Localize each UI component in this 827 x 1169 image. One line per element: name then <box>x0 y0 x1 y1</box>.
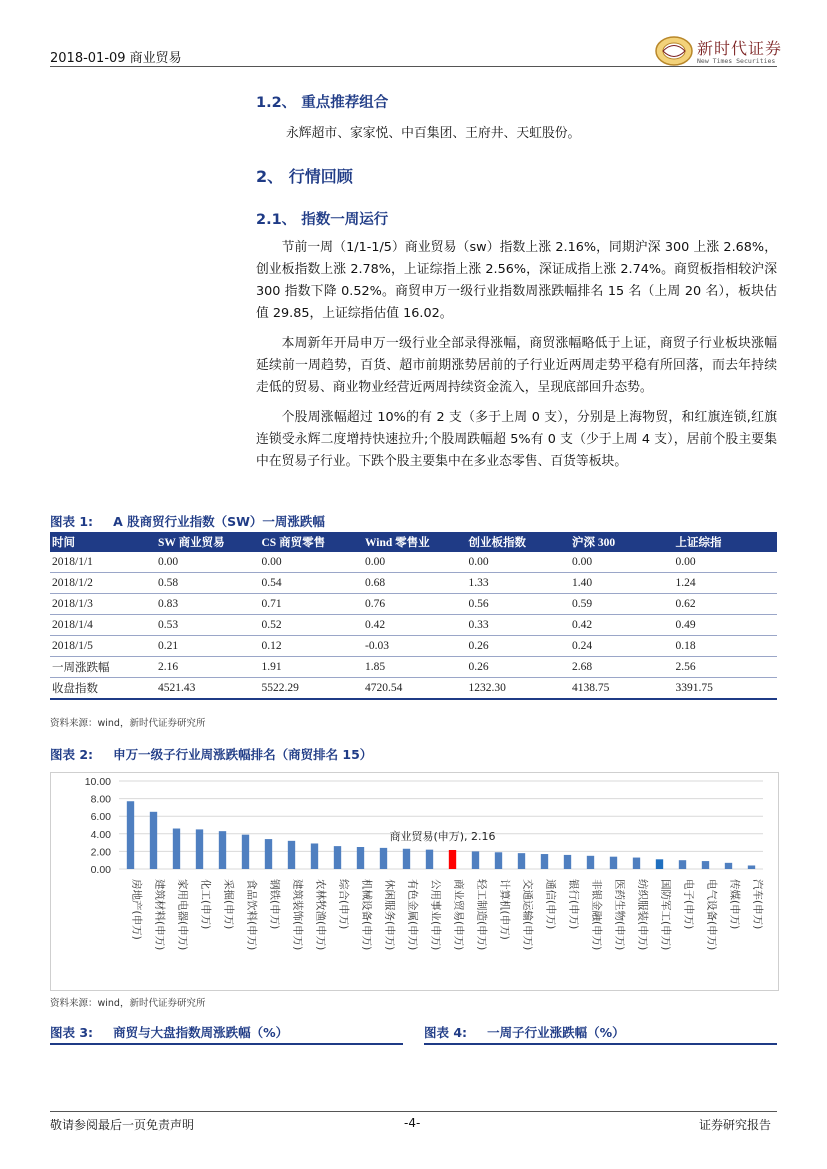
table-cell: 1.33 <box>467 573 571 594</box>
x-tick-label: 银行(申万) <box>567 879 580 930</box>
section-2-title: 2、 行情回顾 <box>256 167 353 186</box>
paragraph-1: 节前一周（1/1-1/5）商业贸易（sw）指数上涨 2.16%，同期沪深 300 上涨 2.68%，创业板指数上涨 2.78%，上证综指上涨 2.56%，深证成指上涨 2.74%。商贸板指相较沪深 300 指数下降 0.52%。商贸申万一级行业指数周涨跌幅排名 15 名（上周 20 名），板块估值 29.85，上证综指估值 16.02。 <box>256 240 777 321</box>
table-cell: 5522.29 <box>260 678 364 700</box>
table-cell: 1232.30 <box>467 678 571 700</box>
table-cell: 0.54 <box>260 573 364 594</box>
fig3-rule <box>50 1043 403 1045</box>
table-header-row <box>50 532 777 552</box>
table-header-cell: 时间 <box>50 532 156 552</box>
bar <box>679 860 686 869</box>
table-header-cell: SW 商业贸易 <box>156 532 260 552</box>
data-label-annotation: 商业贸易(申万), 2.16 <box>389 829 496 843</box>
y-tick-label: 2.00 <box>90 846 111 859</box>
table-row-label: 2018/1/5 <box>50 636 156 657</box>
table-cell: 0.42 <box>363 615 467 636</box>
table-cell: 0.26 <box>467 657 571 678</box>
bar <box>633 858 640 869</box>
bar <box>334 846 341 869</box>
table-cell: 0.18 <box>674 636 778 657</box>
fig1-table <box>50 532 777 700</box>
logo-brand-text: 新时代证券 <box>697 39 783 58</box>
bar <box>495 852 502 869</box>
fig4-rule <box>424 1043 777 1045</box>
table-cell: 1.91 <box>260 657 364 678</box>
fig3-title-text: 商贸与大盘指数周涨跌幅（%） <box>113 1025 289 1040</box>
table-cell: 2.16 <box>156 657 260 678</box>
x-tick-label: 有色金属(申万) <box>406 879 419 951</box>
table-row <box>50 552 777 573</box>
table-row-label: 2018/1/3 <box>50 594 156 615</box>
fig2-source: 资料来源：wind，新时代证券研究所 <box>50 998 206 1009</box>
table-row-label: 一周涨跌幅 <box>50 657 156 678</box>
table-cell: 0.42 <box>570 615 674 636</box>
bar <box>610 857 617 869</box>
bar <box>127 801 134 869</box>
table-row-label: 收盘指数 <box>50 678 156 700</box>
fig2-title-text: 申万一级子行业周涨跌幅排名（商贸排名 15） <box>113 747 373 762</box>
table-cell: 0.00 <box>260 552 364 573</box>
y-tick-label: 8.00 <box>90 793 111 806</box>
table-cell: 0.00 <box>674 552 778 573</box>
table-cell: 4720.54 <box>363 678 467 700</box>
table-row-label: 2018/1/4 <box>50 615 156 636</box>
table-cell: 0.59 <box>570 594 674 615</box>
bar <box>472 851 479 869</box>
x-tick-label: 医药生物(申万) <box>613 879 626 951</box>
bar <box>265 839 272 869</box>
x-tick-label: 综合(申万) <box>337 879 350 930</box>
section-2-1-title: 2.1、 指数一周运行 <box>256 212 389 228</box>
table-row-label: 2018/1/2 <box>50 573 156 594</box>
bar <box>702 861 709 869</box>
section-1-2-title: 1.2、 重点推荐组合 <box>256 95 389 111</box>
x-tick-label: 通信(申万) <box>544 879 557 930</box>
table-cell: 2.68 <box>570 657 674 678</box>
x-tick-label: 食品饮料(申万) <box>245 879 258 951</box>
bar <box>311 843 318 869</box>
table-row <box>50 573 777 594</box>
table-cell: 1.24 <box>674 573 778 594</box>
fig3-label: 图表 3: <box>50 1025 94 1040</box>
bar <box>219 831 226 869</box>
table-cell: 0.49 <box>674 615 778 636</box>
logo-sub-text: New Times Securities <box>697 57 776 65</box>
section-1-2-body: 永辉超市、家家悦、中百集团、王府井、天虹股份。 <box>286 126 581 141</box>
x-tick-label: 轻工制造(申万) <box>475 879 488 951</box>
bar <box>748 865 755 869</box>
table-header-cell: Wind 零售业 <box>363 532 467 552</box>
bar <box>196 829 203 869</box>
fig2-chart-frame <box>50 772 779 991</box>
fig4-title-text: 一周子行业涨跌幅（%） <box>487 1025 625 1040</box>
fig2-bar-chart <box>51 773 778 990</box>
header-date-topic: 2018-01-09 商业贸易 <box>50 51 182 66</box>
x-tick-label: 非银金融(申万) <box>590 879 603 951</box>
table-cell: 0.76 <box>363 594 467 615</box>
bar <box>656 859 663 869</box>
table-cell: 0.00 <box>467 552 571 573</box>
x-tick-label: 采掘(申万) <box>222 879 235 930</box>
y-tick-label: 6.00 <box>90 811 111 824</box>
table-row <box>50 678 777 700</box>
x-tick-label: 化工(申万) <box>199 879 212 930</box>
x-tick-label: 公用事业(申万) <box>429 879 442 951</box>
bar <box>288 841 295 869</box>
table-cell: 0.00 <box>156 552 260 573</box>
bar <box>541 854 548 869</box>
table-header-cell: 沪深 300 <box>570 532 674 552</box>
header-divider <box>50 66 777 67</box>
bar <box>426 850 433 869</box>
fig1-title <box>50 512 325 530</box>
footer-divider <box>50 1111 777 1112</box>
table-cell: 4138.75 <box>570 678 674 700</box>
bar <box>564 855 571 869</box>
x-tick-label: 家用电器(申万) <box>176 879 189 951</box>
fig1-source: 资料来源：wind，新时代证券研究所 <box>50 718 206 729</box>
paragraph-3: 个股周涨幅超过 10%的有 2 支（多于上周 0 支），分别是上海物贸，和红旗连锁,红旗连锁受永辉二度增持快速拉升;个股周跌幅超 5%有 0 支（少于上周 4 支），居前个股主要集中在贸易子行业。下跌个股主要集中在多业态零售、百货等板块。 <box>256 410 777 469</box>
footer-disclaimer: 敬请参阅最后一页免责声明 <box>50 1118 195 1132</box>
table-cell: 0.53 <box>156 615 260 636</box>
table-row <box>50 594 777 615</box>
table-cell: 0.12 <box>260 636 364 657</box>
table-cell: 1.85 <box>363 657 467 678</box>
x-tick-label: 建筑材料(申万) <box>153 879 166 951</box>
x-tick-label: 建筑装饰(申万) <box>291 879 304 951</box>
x-tick-label: 传媒(申万) <box>728 879 741 930</box>
y-tick-label: 10.00 <box>84 776 111 788</box>
table-header-cell: 创业板指数 <box>467 532 571 552</box>
table-cell: 0.00 <box>570 552 674 573</box>
x-tick-label: 机械设备(申万) <box>360 879 373 951</box>
paragraph-2: 本周新年开局申万一级行业全部录得涨幅，商贸涨幅略低于上证，商贸子行业板块涨幅延续前一周趋势，百货、超市前期涨势居前的子行业近两周走势平稳有所回落，而去年持续走低的贸易、商业物业经营近两周持续资金流入，呈现底部回升态势。 <box>256 336 777 395</box>
fig2-label: 图表 2: <box>50 747 94 762</box>
x-tick-label: 汽车(申万) <box>751 879 764 930</box>
table-cell: 0.68 <box>363 573 467 594</box>
y-tick-label: 4.00 <box>90 828 111 841</box>
table-cell: -0.03 <box>363 636 467 657</box>
fig1-title-text: A 股商贸行业指数（SW）一周涨跌幅 <box>113 514 325 529</box>
fig1-label: 图表 1: <box>50 514 94 529</box>
section-2-1-body <box>256 237 777 473</box>
x-tick-label: 国防军工(申万) <box>659 879 672 951</box>
table-cell: 0.26 <box>467 636 571 657</box>
x-tick-label: 休闲服务(申万) <box>383 879 396 951</box>
bar <box>357 847 364 869</box>
x-tick-label: 计算机(申万) <box>498 879 511 940</box>
bar <box>150 812 157 869</box>
fig3-title <box>50 1023 288 1041</box>
table-header-cell: 上证综指 <box>674 532 778 552</box>
table-cell: 0.56 <box>467 594 571 615</box>
logo-emblem-icon <box>654 34 694 68</box>
table-cell: 0.58 <box>156 573 260 594</box>
table-cell: 0.21 <box>156 636 260 657</box>
fig2-title <box>50 745 372 763</box>
x-tick-label: 房地产(申万) <box>130 879 143 940</box>
x-tick-label: 农林牧渔(申万) <box>314 879 327 951</box>
table-row <box>50 636 777 657</box>
table-cell: 0.62 <box>674 594 778 615</box>
table-row <box>50 615 777 636</box>
bar <box>587 856 594 869</box>
table-cell: 0.52 <box>260 615 364 636</box>
table-cell: 3391.75 <box>674 678 778 700</box>
table-row-label: 2018/1/1 <box>50 552 156 573</box>
bar <box>518 853 525 869</box>
table-cell: 1.40 <box>570 573 674 594</box>
bar <box>380 848 387 869</box>
fig4-title <box>424 1023 625 1041</box>
table-cell: 0.71 <box>260 594 364 615</box>
x-tick-label: 电气设备(申万) <box>705 879 718 951</box>
footer-page-number: -4- <box>404 1116 421 1130</box>
fig4-label: 图表 4: <box>424 1025 468 1040</box>
table-cell: 4521.43 <box>156 678 260 700</box>
bar <box>242 835 249 869</box>
table-cell: 0.83 <box>156 594 260 615</box>
table-header-cell: CS 商贸零售 <box>260 532 364 552</box>
table-cell: 0.00 <box>363 552 467 573</box>
bar <box>449 850 456 869</box>
x-tick-label: 钢铁(申万) <box>268 879 281 930</box>
x-tick-label: 交通运输(申万) <box>521 879 534 951</box>
y-tick-label: 0.00 <box>90 864 111 876</box>
x-tick-label: 纺织服装(申万) <box>636 879 649 951</box>
bar <box>173 829 180 869</box>
bar <box>725 863 732 869</box>
table-cell: 0.33 <box>467 615 571 636</box>
table-cell: 0.24 <box>570 636 674 657</box>
bar <box>403 849 410 869</box>
footer-report-type: 证券研究报告 <box>699 1118 772 1132</box>
table-cell: 2.56 <box>674 657 778 678</box>
table-row <box>50 657 777 678</box>
x-tick-label: 电子(申万) <box>682 879 695 930</box>
x-tick-label: 商业贸易(申万) <box>452 879 465 951</box>
